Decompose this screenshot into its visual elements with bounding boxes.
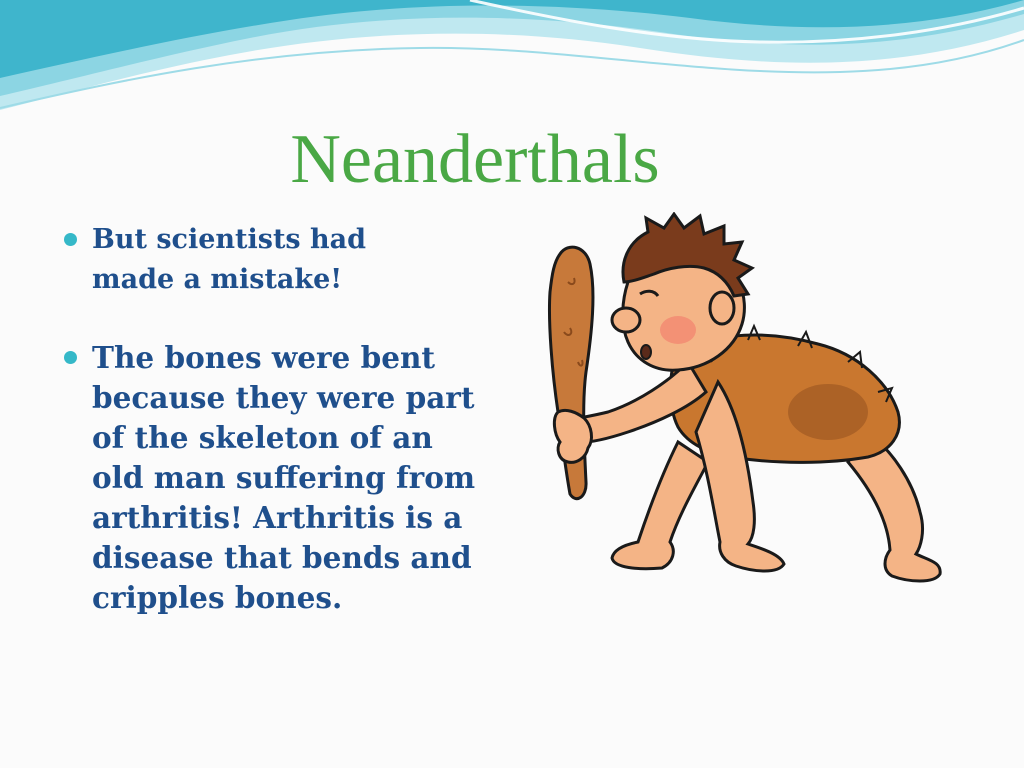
- bullet-list: [62, 220, 482, 656]
- bullet-item: [62, 220, 392, 300]
- slide-title: Neanderthals: [290, 121, 660, 198]
- decorative-wave-header: [0, 0, 1024, 130]
- bullet-text: The bones were bent because they were part of the skeleton of an old man suffering from arthritis! Arthritis is a disease that bends and cripples bones.: [92, 340, 476, 615]
- bullet-item: [62, 338, 482, 618]
- bullet-dot-icon: [64, 351, 77, 364]
- bullet-text: But scientists had made a mistake!: [92, 224, 367, 295]
- bullet-dot-icon: [64, 233, 77, 246]
- caveman-with-club-illustration: [528, 212, 948, 604]
